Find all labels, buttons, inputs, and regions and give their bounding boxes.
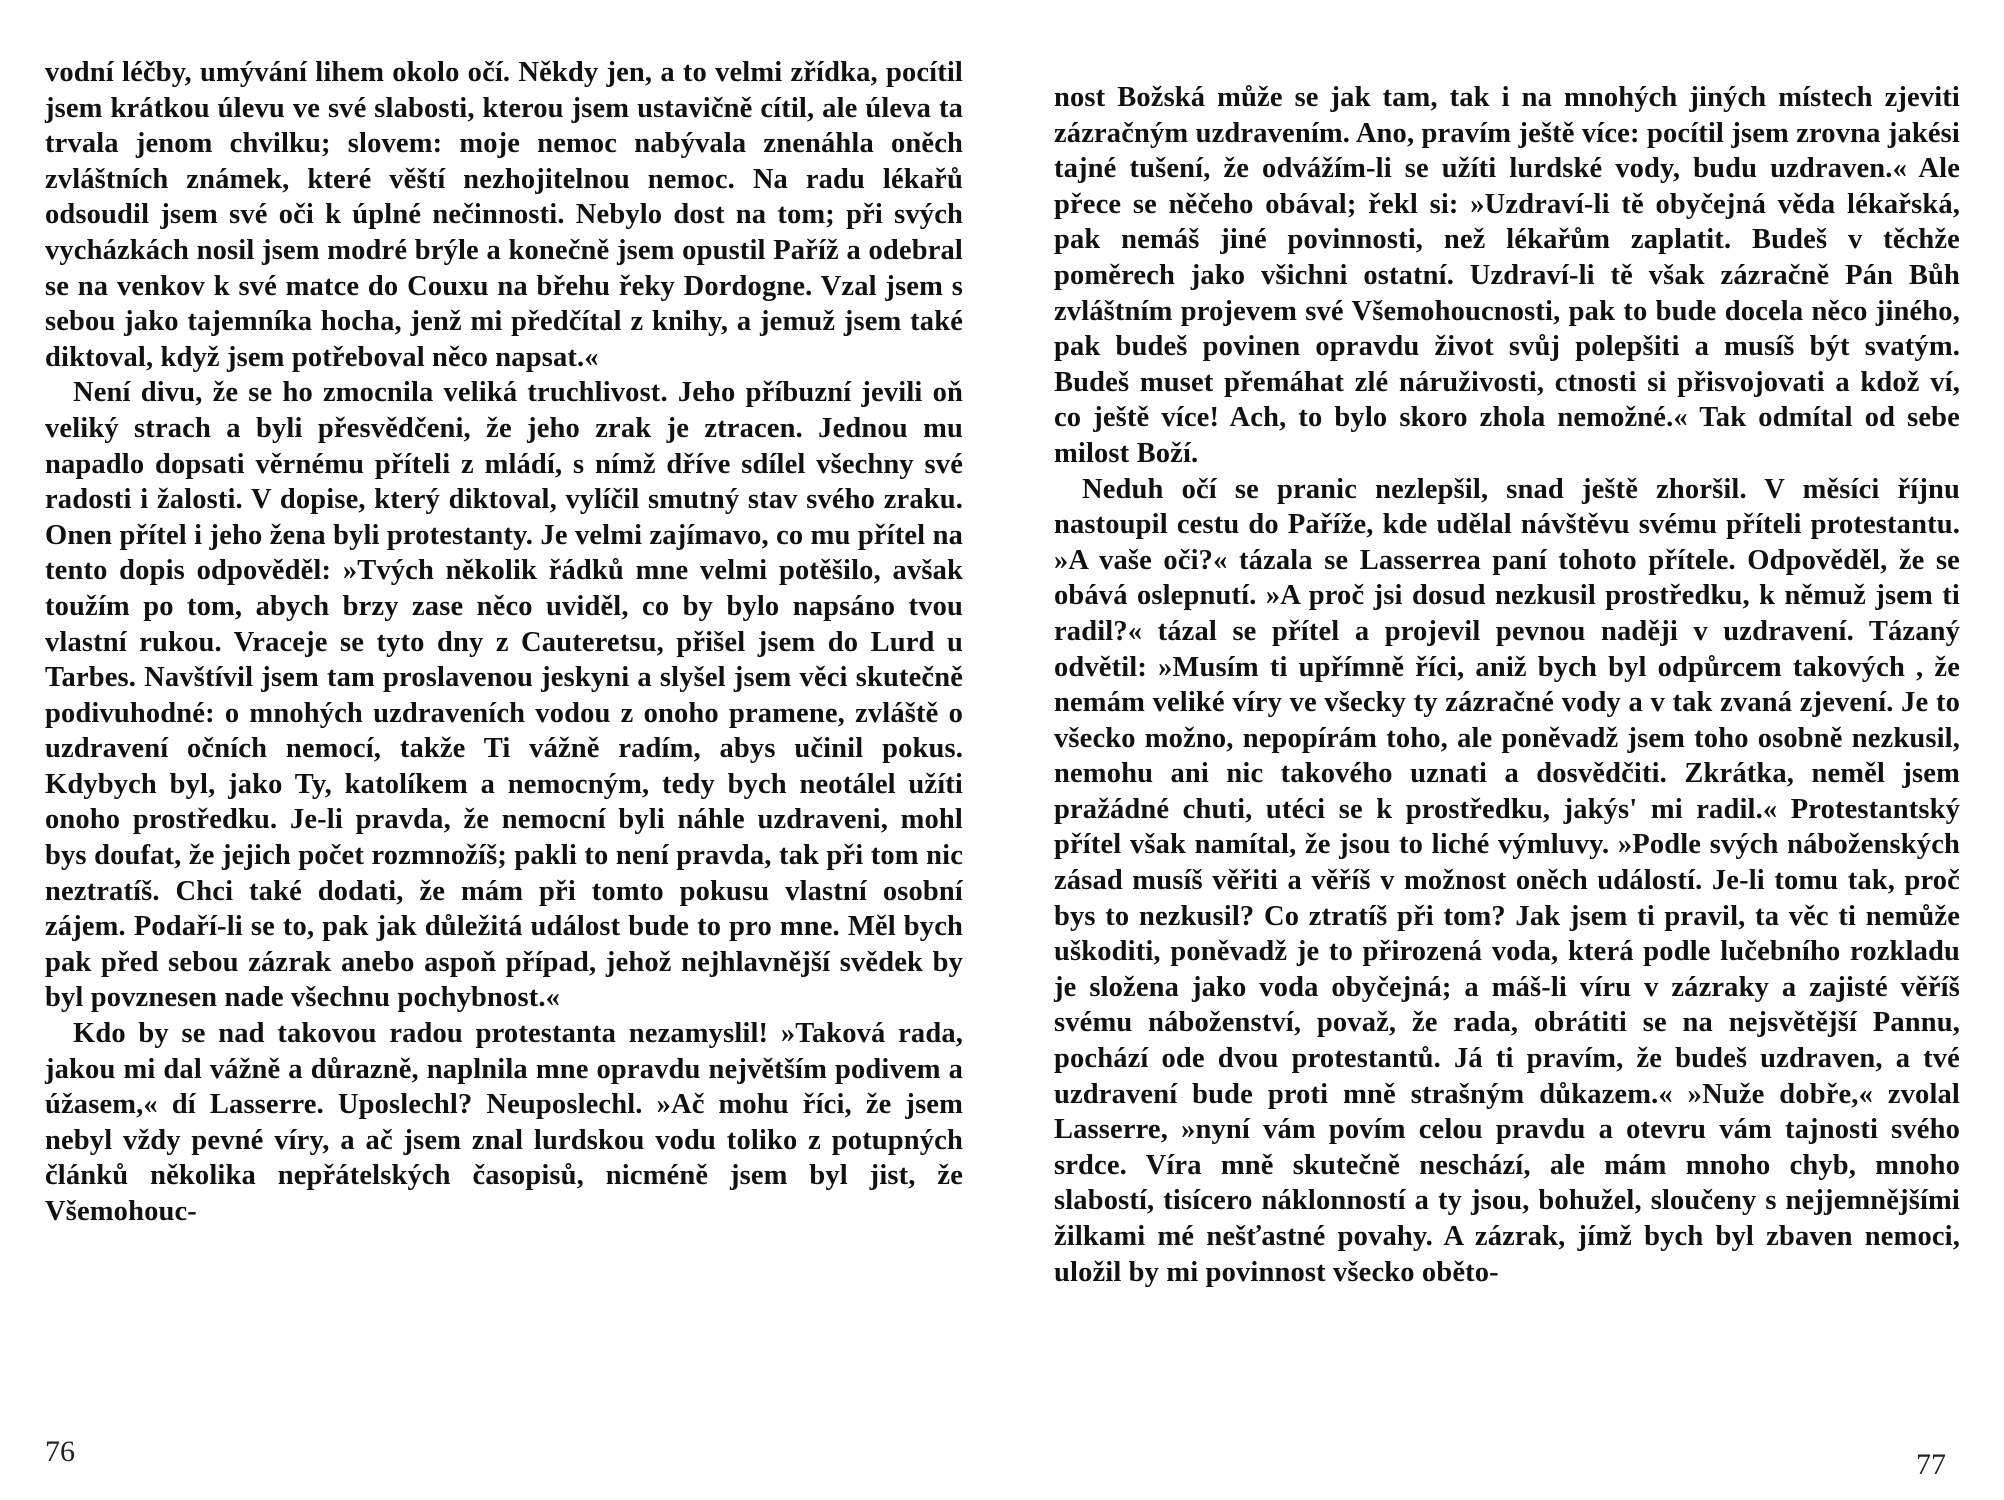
right-page-text xyxy=(1054,80,1960,1290)
left-page-number: 76 xyxy=(45,1435,75,1468)
right-page xyxy=(1002,0,2004,1500)
left-page-text xyxy=(45,55,963,1230)
right-page-number: 77 xyxy=(1916,1448,1946,1481)
left-paragraph-3: Kdo by se nad takovou radou protestanta nezamyslil! »Taková rada, jakou mi dal vážně a důrazně, naplnila mne opravdu největším podivem a úžasem,« dí Lasserre. Uposlechl? Neuposlechl. »Ač mohu říci, že jsem nebyl vždy pevné víry, a ač jsem znal lurdskou vodu toliko z potupných článků několika nepřátelských časopisů, nicméně jsem byl jist, že Všemohouc- xyxy=(45,1018,963,1227)
right-paragraph-1: nost Božská může se jak tam, tak i na mnohých jiných místech zjeviti zázračným uzdravením. Ano, pravím ještě více: pocítil jsem zrovna jakési tajné tušení, že odvážím-li se užíti lurdské vody, budu uzdraven.« Ale přece se něčeho obával; řekl si: »Uzdraví-li tě obyčejná věda lékařská, pak nemáš jiné povinnosti, než lékařům zaplatit. Budeš v těchže poměrech jako všichni ostatní. Uzdraví-li tě však zázračně Pán Bůh zvláštním projevem své Všemohoucnosti, pak to bude docela něco jiného, pak budeš povinen opravdu život svůj polepšiti a musíš být svatým. Budeš muset přemáhat zlé náruživosti, ctnosti si přisvojovati a kdož ví, co ještě více! Ach, to bylo skoro zhola nemožné.« Tak odmítal od sebe milost Boží. xyxy=(1054,82,1960,469)
left-paragraph-1: vodní léčby, umývání lihem okolo očí. Někdy jen, a to velmi zřídka, pocítil jsem krátkou úlevu ve své slabosti, kterou jsem ustavičně cítil, ale úleva ta trvala jenom chvilku; slovem: moje nemoc nabývala znenáhla oněch zvláštních známek, které věští nezhojitelnou nemoc. Na radu lékařů odsoudil jsem své oči k úplné nečinnosti. Nebylo dost na tom; při svých vycházkách nosil jsem modré brýle a konečně jsem opustil Paříž a odebral se na venkov k své matce do Couxu na břehu řeky Dordogne. Vzal jsem s sebou jako tajemníka hocha, jenž mi předčítal z knihy, a jemuž jsem také diktoval, když jsem potřeboval něco napsat.« xyxy=(45,57,963,373)
right-paragraph-2: Neduh očí se pranic nezlepšil, snad ještě zhoršil. V měsíci říjnu nastoupil cestu do Paříže, kde udělal návštěvu svému příteli protestantu. »A vaše oči?« tázala se Lasserrea paní tohoto přítele. Odpověděl, že se obává oslepnutí. »A proč jsi dosud nezkusil prostředku, k němuž jsem ti radil?« tázal se přítel a projevil pevnou naději v uzdravení. Tázaný odvětil: »Musím ti upřímně říci, aniž bych byl odpůrcem takových , že nemám veliké víry ve všecky ty zázračné vody a v tak zvaná zjevení. Je to všecko možno, nepopírám toho, ale poněvadž jsem toho osobně nezkusil, nemohu ani nic takového uznati a dosvědčiti. Zkrátka, neměl jsem pražádné chuti, utéci se k prostředku, jakýs' mi radil.« Protestantský přítel však namítal, že jsou to liché výmluvy. »Podle svých náboženských zásad musíš věřiti a věříš v možnost oněch událostí. Je-li tomu tak, proč bys to nezkusil? Co ztratíš při tom? Jak jsem ti pravil, ta věc ti nemůže uškoditi, poněvadž je to přirozená voda, která podle lučebního rozkladu je složena jako voda obyčejná; a máš-li víru v zázraky a zajisté věříš svému náboženství, považ, že rada, obrátiti se na nejsvětější Pannu, pochází ode dvou protestantů. Já ti pravím, že budeš uzdraven, a tvé uzdravení bude proti mně strašným důkazem.« »Nuže dobře,« zvolal Lasserre, »nyní vám povím celou pravdu a otevru vám tajnosti svého srdce. Víra mně skutečně neschází, ale mám mnoho chyb, mnoho slabostí, tisícero náklonností a ty jsou, bohužel, sloučeny s nejjemnějšími žilkami mé nešťastné povahy. A zázrak, jímž bych byl zbaven nemoci, uložil by mi povinnost všecko oběto- xyxy=(1054,473,1960,1288)
left-paragraph-2: Není divu, že se ho zmocnila veliká truchlivost. Jeho příbuzní jevili oň veliký strach a byli přesvědčeni, že jeho zrak je ztracen. Jednou mu napadlo dopsati věrnému příteli z mládí, s nímž dříve sdílel všechny své radosti i žalosti. V dopise, který diktoval, vylíčil smutný stav svého zraku. Onen přítel i jeho žena byli protestanty. Je velmi zajímavo, co mu přítel na tento dopis odpověděl: »Tvých několik řádků mne velmi potěšilo, avšak toužím po tom, abych brzy zase něco uviděl, co by bylo napsáno tvou vlastní rukou. Vraceje se tyto dny z Cauteretsu, přišel jsem do Lurd u Tarbes. Navštívil jsem tam proslavenou jeskyni a slyšel jsem věci skutečně podivuhodné: o mnohých uzdraveních vodou z onoho pramene, zvláště o uzdravení očních nemocí, takže Ti vážně radím, abys učinil pokus. Kdybych byl, jako Ty, katolíkem a nemocným, tedy bych neotálel užíti onoho prostředku. Je-li pravda, že nemocní byli náhle uzdraveni, mohl bys doufat, že jejich počet rozmnožíš; pakli to není pravda, tak při tom nic neztratíš. Chci také dodati, že mám při tomto pokusu vlastní osobní zájem. Podaří-li se to, pak jak důležitá událost bude to pro mne. Měl bych pak před sebou zázrak anebo aspoň případ, jehož nejhlavnější svědek by byl povznesen nade všechnu pochybnost.« xyxy=(45,377,963,1014)
